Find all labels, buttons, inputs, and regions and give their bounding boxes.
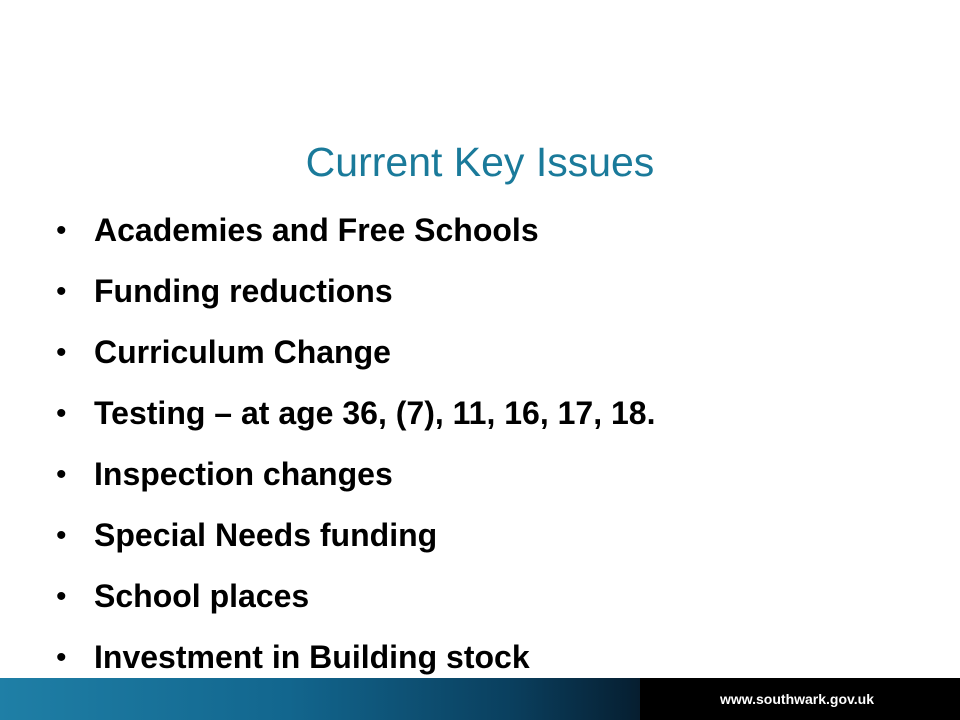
bullet-item [56, 566, 655, 627]
bullet-item [56, 322, 655, 383]
footer-url[interactable]: www.southwark.gov.uk [719, 691, 875, 707]
footer-bar [0, 678, 960, 720]
bullet-icon: • [56, 457, 67, 491]
slide-title: Current Key Issues [305, 139, 655, 186]
bullet-item [56, 261, 655, 322]
bullet-text: Funding reductions [94, 273, 393, 309]
bullet-icon: • [56, 640, 67, 674]
bullet-text: School places [94, 578, 310, 614]
bullet-list [56, 200, 655, 688]
bullet-icon: • [56, 518, 67, 552]
bullet-text: Academies and Free Schools [94, 212, 539, 248]
footer-gradient-band [0, 678, 640, 720]
footer-url-panel [640, 678, 960, 720]
bullet-text: Curriculum Change [94, 334, 391, 370]
bullet-icon: • [56, 335, 67, 369]
bullet-item [56, 444, 655, 505]
bullet-icon: • [56, 396, 67, 430]
bullet-text: Investment in Building stock [94, 639, 530, 675]
bullet-text: Testing – at age 36, (7), 11, 16, 17, 18. [94, 395, 656, 431]
bullet-item [56, 200, 655, 261]
bullet-item [56, 383, 655, 444]
bullet-text: Special Needs funding [94, 517, 438, 553]
bullet-icon: • [56, 213, 67, 247]
bullet-icon: • [56, 579, 67, 613]
bullet-icon: • [56, 274, 67, 308]
bullet-item [56, 505, 655, 566]
bullet-text: Inspection changes [94, 456, 393, 492]
